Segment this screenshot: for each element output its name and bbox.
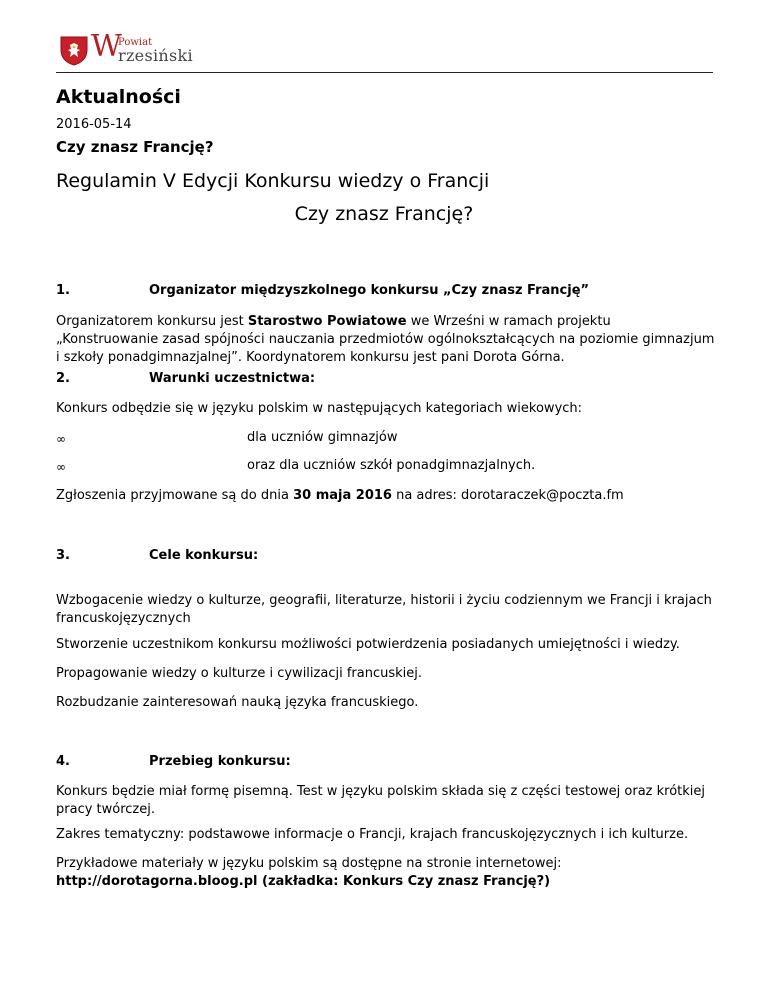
procedure-paragraph: Konkurs będzie miał formę pisemną. Test w języku polskim składa się z części testowej oraz krótkiej pracy twórczej. <box>56 784 706 817</box>
category-item: dla uczniów gimnazjów <box>247 430 398 445</box>
deadline-paragraph <box>56 487 716 505</box>
categories-intro: Konkurs odbędzie się w języku polskim w następujących kategoriach wiekowych: <box>56 401 583 416</box>
materials-link[interactable]: http://dorotagorna.bloog.pl (zakładka: Konkurs Czy znasz Francję?) <box>56 874 551 889</box>
goal-paragraph: Stworzenie uczestnikom konkursu możliwości potwierdzenia posiadanych umiejętności i wiedzy. <box>56 637 680 652</box>
article-date: 2016-05-14 <box>56 117 132 132</box>
site-logo[interactable] <box>60 29 193 66</box>
logo-initial: W <box>91 29 122 64</box>
section-2-heading: Warunki uczestnictwa: <box>149 371 316 386</box>
section-heading: Aktualności <box>56 86 181 108</box>
rules-subtitle: Czy znasz Francję? <box>294 203 474 225</box>
section-3-heading: Cele konkursu: <box>149 548 259 563</box>
bullet-icon: ∞ <box>56 432 66 446</box>
deadline-text-a: Zgłoszenia przyjmowane są do dnia <box>56 488 294 503</box>
procedure-paragraph: Zakres tematyczny: podstawowe informacje o Francji, krajach francuskojęzycznych i ich kulturze. <box>56 827 689 842</box>
section-4-heading: Przebieg konkursu: <box>149 754 291 769</box>
category-item: oraz dla uczniów szkół ponadgimnazjalnych. <box>247 458 536 473</box>
organizer-text-a: Organizatorem konkursu jest <box>56 314 248 329</box>
organizer-name: Starostwo Powiatowe <box>247 314 407 329</box>
site-header <box>56 29 713 73</box>
goal-paragraph: Wzbogacenie wiedzy o kulturze, geografii, literaturze, historii i życiu codziennym we Francji i krajach francuskojęzycznych <box>56 593 712 626</box>
materials-text: Przykładowe materiały w języku polskim są dostępne na stronie internetowej: <box>56 856 562 871</box>
section-1-heading: Organizator międzyszkolnego konkursu „Czy znasz Francję” <box>149 283 590 298</box>
organizer-text-c: we Wrześni w ramach projektu „Konstruowanie zasad spójności nauczania przedmiotów ogólnokształcących na poziomie gimnazjum i szkoły ponadgimnazjalnej”. Koordynatorem konkursu jest pani Dorota Górna. <box>56 314 715 365</box>
goal-paragraph: Propagowanie wiedzy o kulturze i cywilizacji francuskiej. <box>56 666 422 681</box>
section-1-number: 1. <box>56 283 70 298</box>
organizer-paragraph <box>56 313 716 367</box>
deadline-date: 30 maja 2016 <box>293 488 392 503</box>
logo-line-2: rzesiński <box>118 46 193 65</box>
materials-paragraph <box>56 855 716 891</box>
article-title: Czy znasz Francję? <box>56 138 214 156</box>
coat-of-arms-icon <box>60 36 88 66</box>
section-4-number: 4. <box>56 754 70 769</box>
rules-title: Regulamin V Edycji Konkursu wiedzy o Francji <box>56 170 490 192</box>
bullet-icon: ∞ <box>56 460 66 474</box>
logo-line-1: Powiat <box>118 37 153 48</box>
logo-wordmark <box>91 29 193 66</box>
section-3-number: 3. <box>56 548 70 563</box>
deadline-text-c: na adres: dorotaraczek@poczta.fm <box>391 488 624 503</box>
goal-paragraph: Rozbudzanie zainteresowań nauką języka francuskiego. <box>56 695 419 710</box>
section-2-number: 2. <box>56 371 70 386</box>
